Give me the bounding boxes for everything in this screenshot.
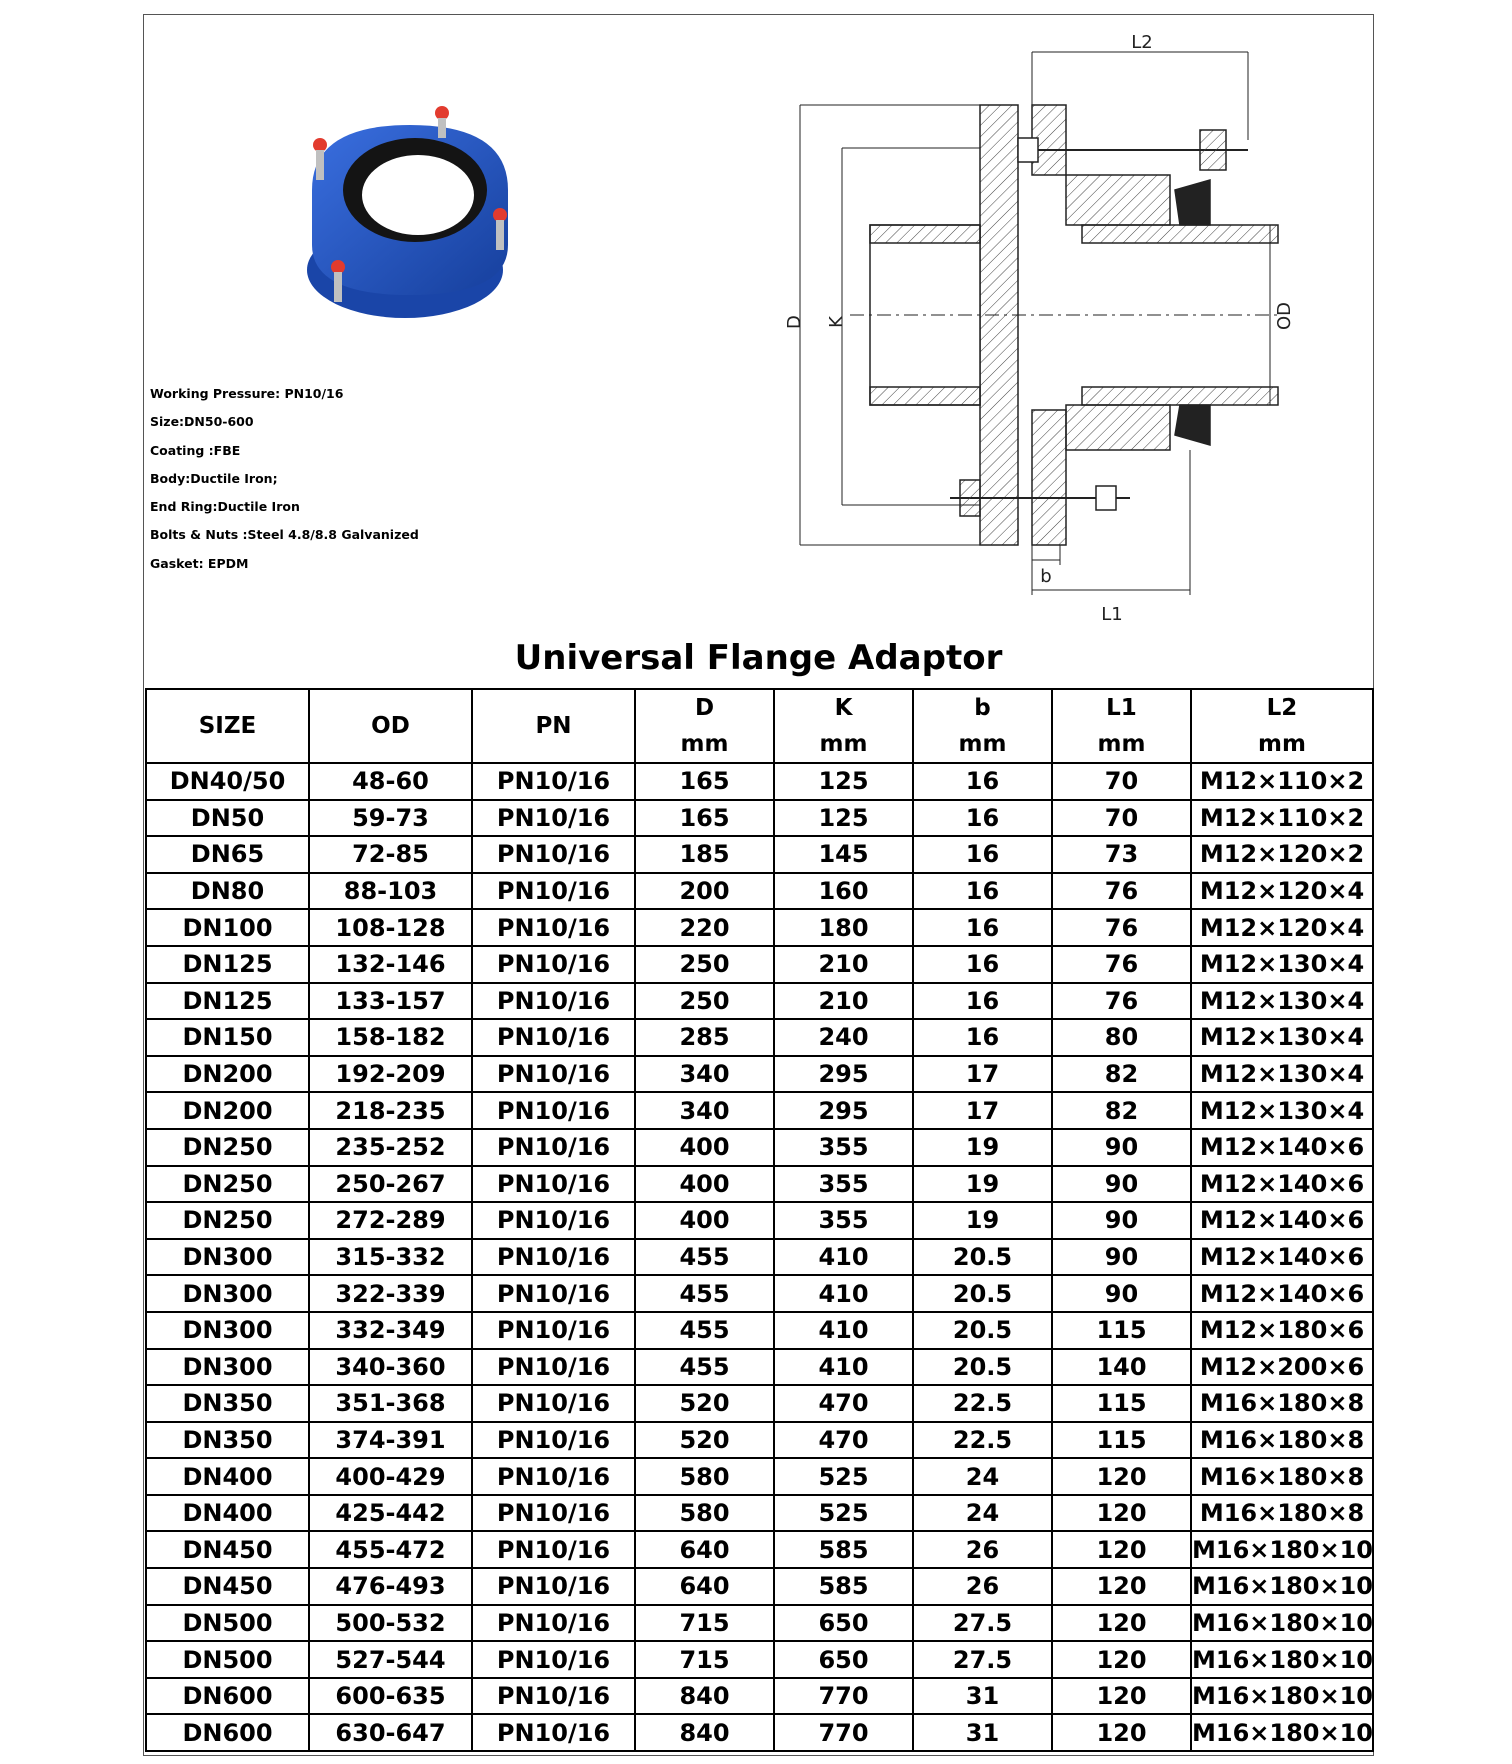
cell-d: 715 bbox=[635, 1605, 774, 1642]
cell-b: 16 bbox=[913, 946, 1052, 983]
drawing-label-d: D bbox=[784, 315, 805, 329]
spec-body: Body:Ductile Iron; bbox=[150, 470, 278, 486]
cell-l1: 90 bbox=[1052, 1129, 1191, 1166]
cell-l1: 90 bbox=[1052, 1202, 1191, 1239]
cell-d: 400 bbox=[635, 1129, 774, 1166]
table-header-row bbox=[146, 689, 1373, 763]
cell-b: 16 bbox=[913, 836, 1052, 873]
cell-k: 355 bbox=[774, 1166, 913, 1203]
cell-l2: M12×200×6 bbox=[1191, 1349, 1373, 1386]
cell-k: 145 bbox=[774, 836, 913, 873]
cell-od: 158-182 bbox=[309, 1019, 472, 1056]
cell-size: DN125 bbox=[146, 983, 309, 1020]
cell-od: 527-544 bbox=[309, 1641, 472, 1678]
cell-l2: M12×110×2 bbox=[1191, 800, 1373, 837]
cell-l2: M12×130×4 bbox=[1191, 1092, 1373, 1129]
cell-k: 650 bbox=[774, 1641, 913, 1678]
cell-k: 410 bbox=[774, 1312, 913, 1349]
spec-working-pressure: Working Pressure: PN10/16 bbox=[150, 386, 344, 401]
header-b: b mm bbox=[913, 689, 1052, 763]
cell-od: 192-209 bbox=[309, 1056, 472, 1093]
cell-l1: 120 bbox=[1052, 1641, 1191, 1678]
cell-pn: PN10/16 bbox=[472, 763, 635, 800]
cell-l2: M12×130×4 bbox=[1191, 1019, 1373, 1056]
drawing-label-od: OD bbox=[1274, 301, 1295, 331]
cell-od: 250-267 bbox=[309, 1166, 472, 1203]
cell-od: 132-146 bbox=[309, 946, 472, 983]
cell-l2: M16×180×10 bbox=[1191, 1714, 1373, 1751]
cell-d: 185 bbox=[635, 836, 774, 873]
table-row bbox=[146, 836, 1373, 873]
cell-l1: 73 bbox=[1052, 836, 1191, 873]
cell-od: 59-73 bbox=[309, 800, 472, 837]
cell-od: 332-349 bbox=[309, 1312, 472, 1349]
cell-size: DN250 bbox=[146, 1202, 309, 1239]
cell-b: 17 bbox=[913, 1056, 1052, 1093]
cell-l2: M16×180×10 bbox=[1191, 1605, 1373, 1642]
cell-b: 19 bbox=[913, 1202, 1052, 1239]
cell-b: 27.5 bbox=[913, 1641, 1052, 1678]
cell-od: 455-472 bbox=[309, 1531, 472, 1568]
cell-od: 108-128 bbox=[309, 909, 472, 946]
cell-size: DN65 bbox=[146, 836, 309, 873]
cell-l2: M12×130×4 bbox=[1191, 946, 1373, 983]
cell-d: 340 bbox=[635, 1092, 774, 1129]
cell-k: 355 bbox=[774, 1202, 913, 1239]
cell-size: DN300 bbox=[146, 1275, 309, 1312]
cell-l2: M12×130×4 bbox=[1191, 1056, 1373, 1093]
table-row bbox=[146, 1092, 1373, 1129]
spec-coating: Coating :FBE bbox=[150, 442, 241, 458]
cell-size: DN300 bbox=[146, 1312, 309, 1349]
header-l1: L1 mm bbox=[1052, 689, 1191, 763]
cell-od: 72-85 bbox=[309, 836, 472, 873]
cell-size: DN400 bbox=[146, 1495, 309, 1532]
cell-k: 295 bbox=[774, 1092, 913, 1129]
cell-od: 600-635 bbox=[309, 1678, 472, 1715]
drawing-label-b: b bbox=[1040, 566, 1052, 587]
cell-l1: 120 bbox=[1052, 1458, 1191, 1495]
cell-pn: PN10/16 bbox=[472, 1458, 635, 1495]
cell-b: 20.5 bbox=[913, 1275, 1052, 1312]
cell-size: DN150 bbox=[146, 1019, 309, 1056]
table-row bbox=[146, 1385, 1373, 1422]
cell-l1: 90 bbox=[1052, 1275, 1191, 1312]
table-row bbox=[146, 1312, 1373, 1349]
cell-size: DN350 bbox=[146, 1422, 309, 1459]
cell-d: 285 bbox=[635, 1019, 774, 1056]
cell-l2: M12×120×4 bbox=[1191, 873, 1373, 910]
cell-b: 19 bbox=[913, 1166, 1052, 1203]
page-title: Universal Flange Adaptor bbox=[514, 638, 1003, 678]
cell-pn: PN10/16 bbox=[472, 1385, 635, 1422]
cell-size: DN300 bbox=[146, 1239, 309, 1276]
cell-l1: 120 bbox=[1052, 1605, 1191, 1642]
cell-l2: M12×140×6 bbox=[1191, 1129, 1373, 1166]
cell-l2: M12×180×6 bbox=[1191, 1312, 1373, 1349]
table-row bbox=[146, 1275, 1373, 1312]
cell-b: 19 bbox=[913, 1129, 1052, 1166]
cell-b: 16 bbox=[913, 909, 1052, 946]
table-row bbox=[146, 1019, 1373, 1056]
cell-size: DN80 bbox=[146, 873, 309, 910]
cell-od: 340-360 bbox=[309, 1349, 472, 1386]
cell-l2: M12×110×2 bbox=[1191, 763, 1373, 800]
table-row bbox=[146, 1714, 1373, 1751]
cell-size: DN300 bbox=[146, 1349, 309, 1386]
cell-l1: 120 bbox=[1052, 1568, 1191, 1605]
cell-od: 476-493 bbox=[309, 1568, 472, 1605]
cell-b: 22.5 bbox=[913, 1422, 1052, 1459]
cell-l2: M16×180×10 bbox=[1191, 1568, 1373, 1605]
cell-od: 48-60 bbox=[309, 763, 472, 800]
cell-pn: PN10/16 bbox=[472, 1495, 635, 1532]
cell-size: DN500 bbox=[146, 1605, 309, 1642]
drawing-label-l1: L1 bbox=[1101, 604, 1123, 625]
table-row bbox=[146, 1239, 1373, 1276]
cell-size: DN250 bbox=[146, 1129, 309, 1166]
cell-size: DN125 bbox=[146, 946, 309, 983]
table-row bbox=[146, 983, 1373, 1020]
cell-d: 455 bbox=[635, 1349, 774, 1386]
cell-l2: M12×140×6 bbox=[1191, 1166, 1373, 1203]
cell-b: 20.5 bbox=[913, 1349, 1052, 1386]
cell-od: 133-157 bbox=[309, 983, 472, 1020]
cell-b: 22.5 bbox=[913, 1385, 1052, 1422]
cell-d: 220 bbox=[635, 909, 774, 946]
cell-l1: 115 bbox=[1052, 1422, 1191, 1459]
cell-l2: M12×140×6 bbox=[1191, 1275, 1373, 1312]
cell-size: DN40/50 bbox=[146, 763, 309, 800]
table-row bbox=[146, 1641, 1373, 1678]
cell-d: 640 bbox=[635, 1568, 774, 1605]
cell-k: 355 bbox=[774, 1129, 913, 1166]
cell-k: 160 bbox=[774, 873, 913, 910]
spec-size: Size:DN50-600 bbox=[150, 414, 254, 430]
cell-l2: M16×180×8 bbox=[1191, 1495, 1373, 1532]
cell-d: 715 bbox=[635, 1641, 774, 1678]
cell-pn: PN10/16 bbox=[472, 1641, 635, 1678]
cell-size: DN450 bbox=[146, 1531, 309, 1568]
cell-od: 351-368 bbox=[309, 1385, 472, 1422]
cell-size: DN400 bbox=[146, 1458, 309, 1495]
table-row bbox=[146, 1495, 1373, 1532]
cell-pn: PN10/16 bbox=[472, 1568, 635, 1605]
cell-l1: 70 bbox=[1052, 763, 1191, 800]
cell-d: 250 bbox=[635, 983, 774, 1020]
table-row bbox=[146, 1349, 1373, 1386]
table-row bbox=[146, 1568, 1373, 1605]
cell-pn: PN10/16 bbox=[472, 1019, 635, 1056]
cell-k: 210 bbox=[774, 946, 913, 983]
cell-l1: 76 bbox=[1052, 873, 1191, 910]
spec-gasket: Gasket: EPDM bbox=[150, 555, 249, 571]
cell-pn: PN10/16 bbox=[472, 909, 635, 946]
cell-l1: 120 bbox=[1052, 1714, 1191, 1751]
cell-pn: PN10/16 bbox=[472, 983, 635, 1020]
drawing-label-k: K bbox=[826, 316, 847, 328]
cell-pn: PN10/16 bbox=[472, 873, 635, 910]
cell-b: 16 bbox=[913, 1019, 1052, 1056]
cell-k: 240 bbox=[774, 1019, 913, 1056]
cell-k: 525 bbox=[774, 1458, 913, 1495]
cell-k: 125 bbox=[774, 763, 913, 800]
spec-list bbox=[150, 380, 650, 578]
cell-b: 20.5 bbox=[913, 1312, 1052, 1349]
header-d: D mm bbox=[635, 689, 774, 763]
cell-l2: M12×130×4 bbox=[1191, 983, 1373, 1020]
table-row bbox=[146, 1129, 1373, 1166]
cell-pn: PN10/16 bbox=[472, 1349, 635, 1386]
cell-l1: 120 bbox=[1052, 1531, 1191, 1568]
cell-k: 295 bbox=[774, 1056, 913, 1093]
cell-size: DN500 bbox=[146, 1641, 309, 1678]
cell-k: 210 bbox=[774, 983, 913, 1020]
cell-od: 315-332 bbox=[309, 1239, 472, 1276]
cell-od: 425-442 bbox=[309, 1495, 472, 1532]
cell-b: 31 bbox=[913, 1714, 1052, 1751]
cell-pn: PN10/16 bbox=[472, 1531, 635, 1568]
table-row bbox=[146, 1202, 1373, 1239]
cell-d: 165 bbox=[635, 800, 774, 837]
cell-od: 322-339 bbox=[309, 1275, 472, 1312]
cell-d: 520 bbox=[635, 1422, 774, 1459]
table-row bbox=[146, 1056, 1373, 1093]
cell-k: 585 bbox=[774, 1568, 913, 1605]
table-row bbox=[146, 1605, 1373, 1642]
cell-d: 580 bbox=[635, 1495, 774, 1532]
cell-d: 455 bbox=[635, 1312, 774, 1349]
cell-b: 16 bbox=[913, 763, 1052, 800]
cell-od: 272-289 bbox=[309, 1202, 472, 1239]
header-od: OD bbox=[309, 689, 472, 763]
cell-l2: M12×140×6 bbox=[1191, 1202, 1373, 1239]
cell-pn: PN10/16 bbox=[472, 1056, 635, 1093]
cell-b: 26 bbox=[913, 1531, 1052, 1568]
cell-l1: 140 bbox=[1052, 1349, 1191, 1386]
cell-l1: 120 bbox=[1052, 1678, 1191, 1715]
cell-pn: PN10/16 bbox=[472, 1422, 635, 1459]
cell-l1: 90 bbox=[1052, 1239, 1191, 1276]
header-size: SIZE bbox=[146, 689, 309, 763]
cell-l1: 82 bbox=[1052, 1056, 1191, 1093]
cell-d: 455 bbox=[635, 1275, 774, 1312]
cell-l1: 115 bbox=[1052, 1312, 1191, 1349]
cell-k: 650 bbox=[774, 1605, 913, 1642]
cell-b: 31 bbox=[913, 1678, 1052, 1715]
header-pn: PN bbox=[472, 689, 635, 763]
cell-size: DN200 bbox=[146, 1092, 309, 1129]
table-row bbox=[146, 763, 1373, 800]
cell-pn: PN10/16 bbox=[472, 800, 635, 837]
cell-size: DN250 bbox=[146, 1166, 309, 1203]
cell-d: 400 bbox=[635, 1202, 774, 1239]
cell-od: 374-391 bbox=[309, 1422, 472, 1459]
cell-l2: M16×180×8 bbox=[1191, 1422, 1373, 1459]
cell-pn: PN10/16 bbox=[472, 1275, 635, 1312]
cell-l2: M16×180×8 bbox=[1191, 1385, 1373, 1422]
cell-k: 470 bbox=[774, 1385, 913, 1422]
cell-d: 840 bbox=[635, 1714, 774, 1751]
cell-size: DN350 bbox=[146, 1385, 309, 1422]
cell-pn: PN10/16 bbox=[472, 1202, 635, 1239]
cell-b: 20.5 bbox=[913, 1239, 1052, 1276]
cell-l1: 76 bbox=[1052, 946, 1191, 983]
cell-k: 585 bbox=[774, 1531, 913, 1568]
cell-l2: M12×120×4 bbox=[1191, 909, 1373, 946]
cell-l2: M16×180×8 bbox=[1191, 1458, 1373, 1495]
table-row bbox=[146, 1678, 1373, 1715]
table-row bbox=[146, 1458, 1373, 1495]
cell-l1: 76 bbox=[1052, 909, 1191, 946]
cell-b: 27.5 bbox=[913, 1605, 1052, 1642]
product-photo bbox=[290, 95, 530, 335]
header-k: K mm bbox=[774, 689, 913, 763]
drawing-label-l2: L2 bbox=[1131, 32, 1153, 53]
cell-l1: 76 bbox=[1052, 983, 1191, 1020]
dimensions-table bbox=[145, 688, 1374, 1752]
cell-k: 770 bbox=[774, 1714, 913, 1751]
cell-od: 218-235 bbox=[309, 1092, 472, 1129]
cell-l1: 80 bbox=[1052, 1019, 1191, 1056]
cell-size: DN50 bbox=[146, 800, 309, 837]
table-row bbox=[146, 946, 1373, 983]
technical-drawing bbox=[770, 30, 1295, 630]
cell-l2: M12×120×2 bbox=[1191, 836, 1373, 873]
cell-k: 410 bbox=[774, 1349, 913, 1386]
cell-od: 88-103 bbox=[309, 873, 472, 910]
header-l2: L2 mm bbox=[1191, 689, 1373, 763]
table-row bbox=[146, 1166, 1373, 1203]
cell-l1: 70 bbox=[1052, 800, 1191, 837]
cell-l2: M16×180×10 bbox=[1191, 1678, 1373, 1715]
cell-d: 200 bbox=[635, 873, 774, 910]
cell-l1: 90 bbox=[1052, 1166, 1191, 1203]
cell-k: 525 bbox=[774, 1495, 913, 1532]
cell-pn: PN10/16 bbox=[472, 1714, 635, 1751]
cell-b: 17 bbox=[913, 1092, 1052, 1129]
cell-d: 165 bbox=[635, 763, 774, 800]
cell-pn: PN10/16 bbox=[472, 1312, 635, 1349]
cell-size: DN200 bbox=[146, 1056, 309, 1093]
cell-b: 26 bbox=[913, 1568, 1052, 1605]
cell-pn: PN10/16 bbox=[472, 1166, 635, 1203]
table-row bbox=[146, 873, 1373, 910]
cell-pn: PN10/16 bbox=[472, 1129, 635, 1166]
cell-l2: M16×180×10 bbox=[1191, 1531, 1373, 1568]
cell-d: 580 bbox=[635, 1458, 774, 1495]
table-row bbox=[146, 1531, 1373, 1568]
cell-l1: 82 bbox=[1052, 1092, 1191, 1129]
cell-od: 500-532 bbox=[309, 1605, 472, 1642]
cell-size: DN600 bbox=[146, 1714, 309, 1751]
cell-d: 340 bbox=[635, 1056, 774, 1093]
cell-l1: 115 bbox=[1052, 1385, 1191, 1422]
cell-pn: PN10/16 bbox=[472, 1605, 635, 1642]
cell-l2: M16×180×10 bbox=[1191, 1641, 1373, 1678]
cell-d: 520 bbox=[635, 1385, 774, 1422]
table-row bbox=[146, 1422, 1373, 1459]
table-row bbox=[146, 800, 1373, 837]
cell-od: 630-647 bbox=[309, 1714, 472, 1751]
table-body bbox=[146, 763, 1373, 1751]
table-row bbox=[146, 909, 1373, 946]
cell-l2: M12×140×6 bbox=[1191, 1239, 1373, 1276]
cell-d: 455 bbox=[635, 1239, 774, 1276]
cell-size: DN600 bbox=[146, 1678, 309, 1715]
cell-b: 24 bbox=[913, 1458, 1052, 1495]
cell-k: 410 bbox=[774, 1275, 913, 1312]
cell-pn: PN10/16 bbox=[472, 1239, 635, 1276]
spec-end-ring: End Ring:Ductile Iron bbox=[150, 499, 300, 515]
cell-pn: PN10/16 bbox=[472, 946, 635, 983]
cell-k: 180 bbox=[774, 909, 913, 946]
cell-od: 235-252 bbox=[309, 1129, 472, 1166]
cell-d: 250 bbox=[635, 946, 774, 983]
cell-od: 400-429 bbox=[309, 1458, 472, 1495]
spec-bolts-nuts: Bolts & Nuts :Steel 4.8/8.8 Galvanized bbox=[150, 527, 419, 543]
cell-pn: PN10/16 bbox=[472, 836, 635, 873]
cell-k: 470 bbox=[774, 1422, 913, 1459]
cell-size: DN100 bbox=[146, 909, 309, 946]
cell-d: 400 bbox=[635, 1166, 774, 1203]
cell-size: DN450 bbox=[146, 1568, 309, 1605]
cell-pn: PN10/16 bbox=[472, 1092, 635, 1129]
cell-k: 770 bbox=[774, 1678, 913, 1715]
cell-pn: PN10/16 bbox=[472, 1678, 635, 1715]
cell-b: 16 bbox=[913, 983, 1052, 1020]
cell-k: 125 bbox=[774, 800, 913, 837]
cell-b: 16 bbox=[913, 800, 1052, 837]
cell-l1: 120 bbox=[1052, 1495, 1191, 1532]
cell-d: 840 bbox=[635, 1678, 774, 1715]
cell-b: 24 bbox=[913, 1495, 1052, 1532]
cell-d: 640 bbox=[635, 1531, 774, 1568]
cell-b: 16 bbox=[913, 873, 1052, 910]
cell-k: 410 bbox=[774, 1239, 913, 1276]
